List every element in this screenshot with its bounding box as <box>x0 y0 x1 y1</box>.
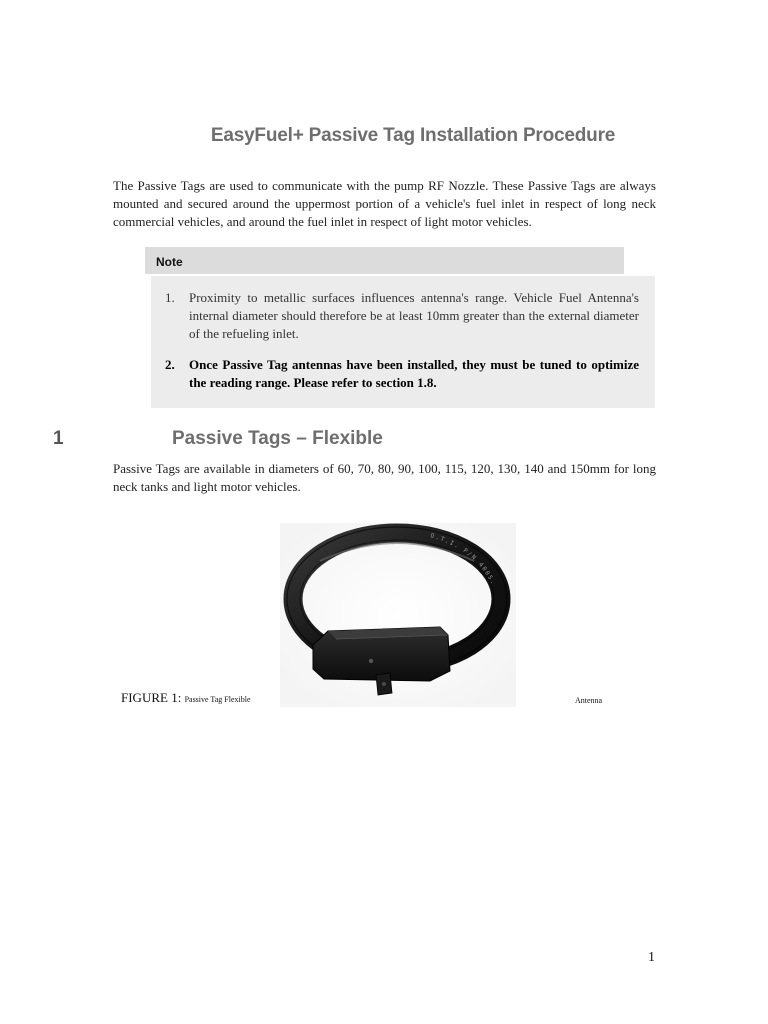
figure-caption <box>121 690 251 706</box>
passive-tag-ring-image <box>280 523 516 707</box>
figure-label: FIGURE 1: <box>121 690 182 705</box>
section-number: 1 <box>53 428 64 449</box>
page-number: 1 <box>648 950 655 965</box>
note-item-number: 2. <box>165 357 175 372</box>
section-title: Passive Tags – Flexible <box>172 428 383 449</box>
note-item <box>165 356 639 392</box>
figure-caption-end: Antenna <box>575 696 603 705</box>
note-header <box>145 247 624 274</box>
section-paragraph: Passive Tags are available in diameters of 60, 70, 80, 90, 100, 115, 120, 130, 140 and 150mm for long neck tanks and light motor vehicles. <box>113 461 656 494</box>
document-title: EasyFuel+ Passive Tag Installation Procedure <box>210 124 616 146</box>
passive-tag-photo <box>280 523 516 707</box>
svg-text:O.T.I. P/N 4005...: O.T.I. P/N 4005. <box>429 532 497 587</box>
intro-paragraph: The Passive Tags are used to communicate with the pump RF Nozzle. These Passive Tags are always mounted and secured around the uppermost portion of a vehicle's fuel inlet in respect of long neck commercial vehicles, and around the fuel inlet in respect of light motor vehicles. <box>113 178 656 229</box>
note-box <box>151 276 655 408</box>
note-header-label: Note <box>156 255 183 269</box>
figure-caption-text: Passive Tag Flexible <box>184 695 251 704</box>
note-item-number: 1. <box>165 290 175 305</box>
note-item-text: Once Passive Tag antennas have been installed, they must be tuned to optimize the reading range. Please refer to section 1.8. <box>189 357 639 390</box>
note-item-text: Proximity to metallic surfaces influences antenna's range. Vehicle Fuel Antenna's internal diameter should therefore be at least 10mm greater than the external diameter of the refueling inlet. <box>189 290 639 341</box>
note-item <box>165 289 639 343</box>
